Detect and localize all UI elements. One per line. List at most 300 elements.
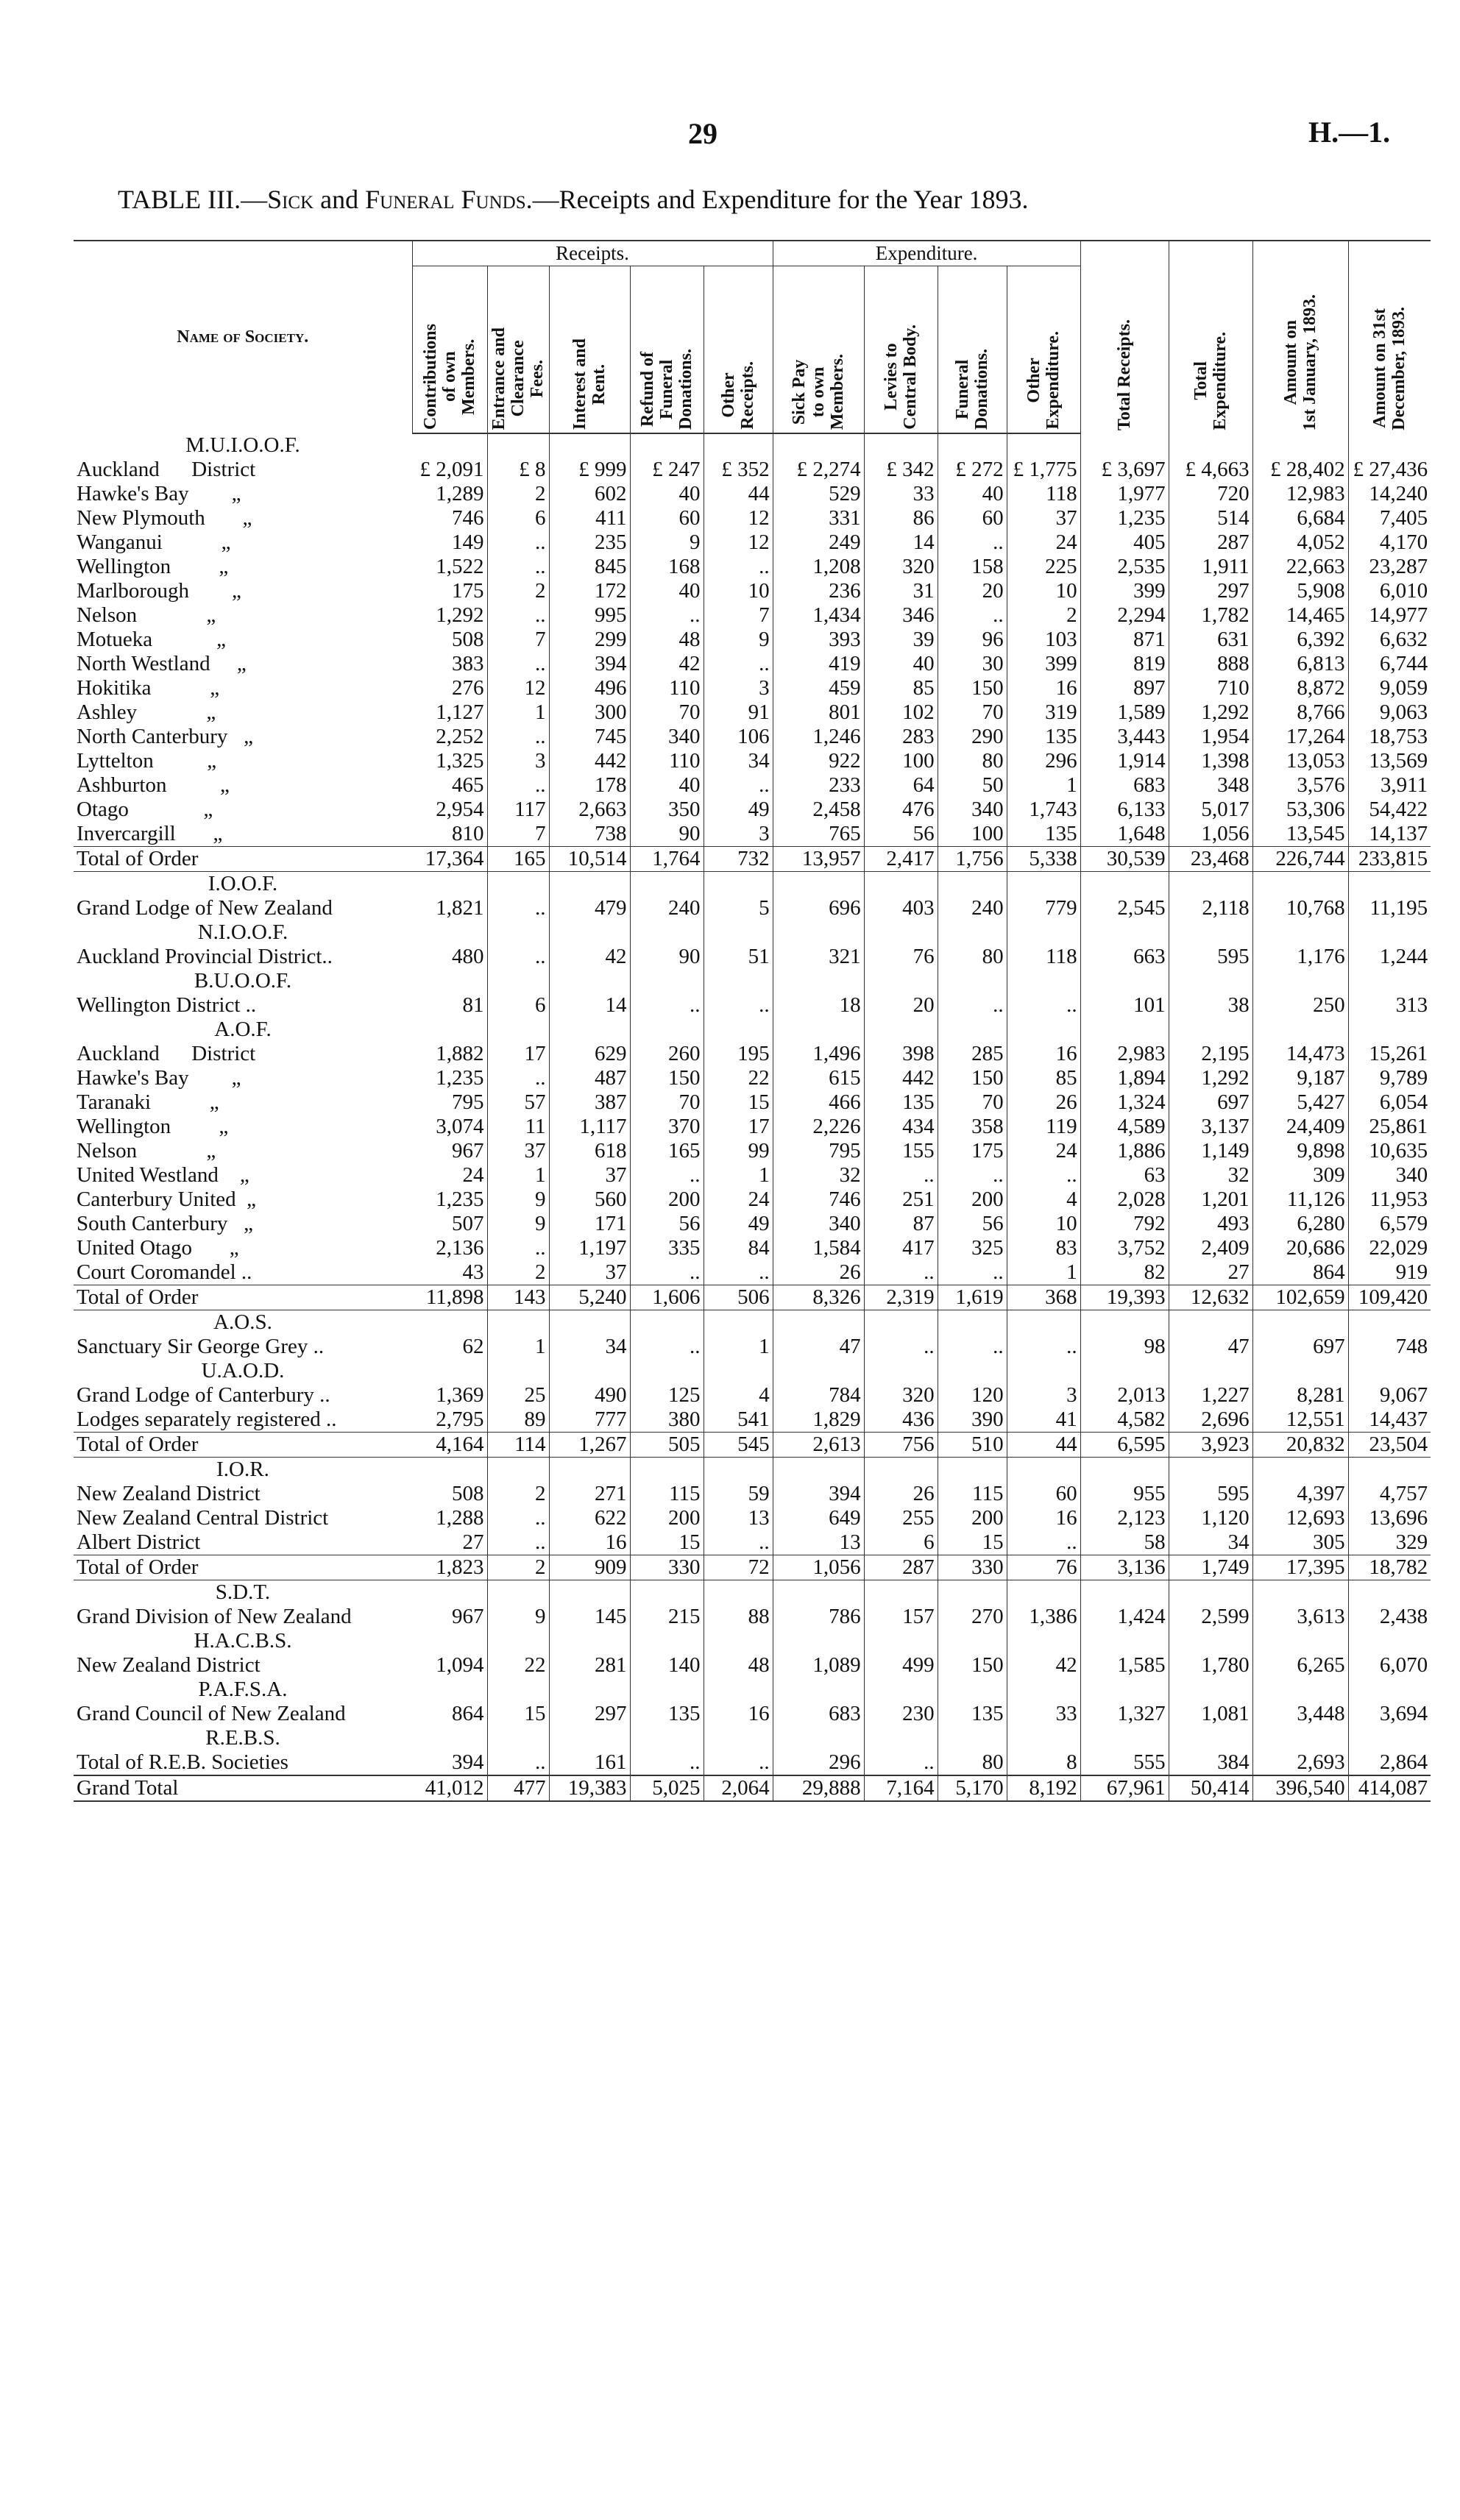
society-order-name: H.A.C.B.S. — [194, 1629, 292, 1653]
empty-cell — [1252, 1629, 1348, 1653]
empty-cell — [704, 1018, 773, 1042]
empty-cell — [1080, 1726, 1169, 1750]
value-cell: 2,545 — [1080, 896, 1169, 920]
column-header: Total Receipts. — [1080, 241, 1169, 433]
value-cell: 22 — [487, 1653, 549, 1678]
value-cell: 8,872 — [1252, 676, 1348, 700]
value-cell: 40 — [864, 652, 938, 676]
value-cell: 340 — [1395, 1163, 1428, 1187]
value-cell: 330 — [630, 1555, 704, 1580]
table-row — [74, 773, 1431, 798]
value-cell: 3,074 — [412, 1115, 487, 1139]
value-cell: 4,397 — [1252, 1482, 1348, 1506]
value-cell: .. — [630, 1260, 704, 1285]
value-cell: 1,782 — [1169, 603, 1252, 628]
empty-cell — [412, 1678, 487, 1702]
empty-cell — [549, 1580, 630, 1605]
value-cell: 340 — [938, 798, 1007, 822]
value-cell: 3,694 — [1379, 1702, 1428, 1725]
value-cell: 70 — [630, 700, 704, 725]
value-cell: 1,977 — [1080, 482, 1169, 506]
value-cell: 3,911 — [1380, 773, 1428, 797]
value-cell: .. — [938, 1335, 1007, 1359]
value-cell: 12,983 — [1252, 482, 1348, 506]
value-cell: 17,264 — [1252, 725, 1348, 749]
title-prefix: TABLE III.— — [118, 185, 268, 214]
value-cell: 240 — [938, 896, 1007, 920]
value-cell: 11,898 — [412, 1285, 487, 1310]
value-cell: £ 272 — [938, 458, 1007, 482]
society-name: United Westland „ — [77, 1163, 249, 1187]
empty-cell — [487, 1580, 549, 1605]
value-cell: 1,764 — [630, 847, 704, 872]
section-header-row — [74, 920, 1431, 945]
value-cell: .. — [630, 603, 704, 628]
value-cell: 38 — [1169, 993, 1252, 1018]
value-cell: 50,414 — [1169, 1775, 1252, 1801]
value-cell: .. — [1007, 1530, 1080, 1555]
empty-cell — [938, 433, 1007, 458]
empty-cell — [630, 1580, 704, 1605]
value-cell: 16 — [1007, 1042, 1080, 1066]
value-cell: 732 — [704, 847, 773, 872]
table-row — [74, 1383, 1431, 1408]
table-row — [74, 945, 1431, 969]
value-cell: 115 — [938, 1482, 1007, 1506]
value-cell: 784 — [773, 1383, 864, 1408]
value-cell: 9 — [487, 1212, 549, 1236]
value-cell: 393 — [773, 628, 864, 652]
table-row — [74, 1236, 1431, 1260]
value-cell: 487 — [549, 1066, 630, 1090]
value-cell: 4,052 — [1252, 530, 1348, 555]
table-row — [74, 1188, 1431, 1212]
total-row — [74, 1433, 1431, 1458]
value-cell: 58 — [1080, 1530, 1169, 1555]
value-cell: 6,744 — [1379, 652, 1428, 675]
value-cell: 12 — [704, 530, 773, 555]
empty-cell — [1169, 433, 1252, 458]
value-cell: 5,170 — [938, 1775, 1007, 1801]
value-cell: 11,126 — [1252, 1188, 1348, 1212]
empty-cell — [773, 1678, 864, 1702]
empty-cell — [487, 1629, 549, 1653]
table-row — [74, 1482, 1431, 1506]
society-name: Grand Lodge of New Zealand — [77, 896, 333, 920]
value-cell: 31 — [864, 579, 938, 603]
value-cell: 22,663 — [1252, 555, 1348, 579]
value-cell: 697 — [1252, 1335, 1348, 1359]
value-cell: 10,514 — [549, 847, 630, 872]
value-cell: 631 — [1169, 628, 1252, 652]
value-cell: 4,582 — [1080, 1408, 1169, 1433]
value-cell: 297 — [1169, 579, 1252, 603]
society-name: Grand Division of New Zealand — [77, 1605, 352, 1628]
value-cell: 1,496 — [773, 1042, 864, 1066]
empty-cell — [1007, 920, 1080, 945]
value-cell: 300 — [549, 700, 630, 725]
value-cell: 1 — [487, 1335, 549, 1359]
value-cell: 2 — [1007, 603, 1080, 628]
value-cell: 37 — [1007, 506, 1080, 530]
value-cell: 2,136 — [412, 1236, 487, 1260]
value-cell: 434 — [864, 1115, 938, 1139]
empty-cell — [938, 1359, 1007, 1383]
value-cell: .. — [864, 1260, 938, 1285]
value-cell: £ 8 — [487, 458, 549, 482]
value-cell: 13,569 — [1369, 749, 1428, 773]
value-cell: 85 — [864, 676, 938, 700]
value-cell: 9,059 — [1379, 676, 1428, 700]
value-cell: 135 — [938, 1702, 1007, 1726]
value-cell: 649 — [773, 1506, 864, 1530]
table-row — [74, 1530, 1431, 1555]
table-row — [74, 555, 1431, 579]
value-cell: 39 — [864, 628, 938, 652]
value-cell: 2 — [487, 1260, 549, 1285]
value-cell: .. — [487, 1530, 549, 1555]
column-header: Funeral Donations. — [938, 266, 1007, 434]
empty-cell — [1007, 1359, 1080, 1383]
value-cell: 42 — [630, 652, 704, 676]
empty-cell — [773, 969, 864, 993]
value-cell: 22 — [704, 1066, 773, 1090]
value-cell: 125 — [630, 1383, 704, 1408]
table-row — [74, 1506, 1431, 1530]
value-cell: 320 — [864, 555, 938, 579]
value-cell: 1,954 — [1169, 725, 1252, 749]
value-cell: 529 — [773, 482, 864, 506]
society-name: Total of R.E.B. Societies — [77, 1750, 288, 1774]
value-cell: 80 — [938, 1750, 1007, 1775]
value-cell: 172 — [549, 579, 630, 603]
value-cell: .. — [487, 1506, 549, 1530]
empty-cell — [549, 1310, 630, 1335]
value-cell: 135 — [864, 1090, 938, 1115]
title-and: and — [313, 185, 366, 214]
value-cell: 14,437 — [1369, 1408, 1428, 1431]
value-cell: 287 — [1169, 530, 1252, 555]
value-cell: 396,540 — [1252, 1775, 1348, 1801]
value-cell: 2,599 — [1169, 1605, 1252, 1629]
value-cell: 368 — [1007, 1285, 1080, 1310]
title-sick: Sick — [267, 185, 314, 214]
empty-cell — [412, 872, 487, 897]
empty-cell — [549, 920, 630, 945]
column-header: Total Expenditure. — [1169, 241, 1252, 433]
value-cell: 14,240 — [1369, 482, 1428, 505]
value-cell: 168 — [630, 555, 704, 579]
value-cell: 230 — [864, 1702, 938, 1726]
value-cell: 60 — [630, 506, 704, 530]
empty-cell — [773, 1726, 864, 1750]
column-header: Other Receipts. — [704, 266, 773, 434]
value-cell: 150 — [938, 1653, 1007, 1678]
value-cell: 5 — [704, 896, 773, 920]
value-cell: 233 — [773, 773, 864, 798]
value-cell: 340 — [630, 725, 704, 749]
empty-cell — [864, 920, 938, 945]
value-cell: 299 — [549, 628, 630, 652]
empty-cell — [1080, 1629, 1169, 1653]
value-cell: 1 — [487, 1163, 549, 1188]
value-cell: .. — [630, 1750, 704, 1775]
empty-cell — [704, 872, 773, 897]
value-cell: .. — [630, 1335, 704, 1359]
value-cell: 20 — [938, 579, 1007, 603]
value-cell: 47 — [773, 1335, 864, 1359]
value-cell: 161 — [549, 1750, 630, 1775]
empty-cell — [487, 1359, 549, 1383]
value-cell: 7 — [487, 628, 549, 652]
value-cell: 394 — [773, 1482, 864, 1506]
value-cell: 1,606 — [630, 1285, 704, 1310]
value-cell: 746 — [773, 1188, 864, 1212]
value-cell: 801 — [773, 700, 864, 725]
empty-cell — [630, 1310, 704, 1335]
value-cell: 2,663 — [549, 798, 630, 822]
value-cell: 508 — [412, 628, 487, 652]
society-order-name: I.O.R. — [216, 1458, 269, 1481]
value-cell: 1,117 — [549, 1115, 630, 1139]
table-row — [74, 896, 1431, 920]
empty-cell — [773, 1359, 864, 1383]
empty-cell — [630, 872, 704, 897]
value-cell: 1,208 — [773, 555, 864, 579]
value-cell: 165 — [487, 847, 549, 872]
empty-cell — [1252, 1018, 1348, 1042]
empty-cell — [630, 433, 704, 458]
value-cell: 57 — [487, 1090, 549, 1115]
empty-cell — [1252, 872, 1348, 897]
grand-total-row — [74, 1775, 1431, 1801]
empty-cell — [1252, 1458, 1348, 1483]
empty-cell — [1169, 1629, 1252, 1653]
value-cell: 777 — [549, 1408, 630, 1433]
society-name: Court Coromandel .. — [77, 1260, 252, 1284]
value-cell: 225 — [1007, 555, 1080, 579]
value-cell: 1,244 — [1379, 945, 1428, 968]
value-cell: 738 — [549, 822, 630, 847]
total-row — [74, 1555, 1431, 1580]
value-cell: 1,398 — [1169, 749, 1252, 773]
value-cell: 14,137 — [1369, 822, 1428, 845]
value-cell: .. — [1007, 993, 1080, 1018]
empty-cell — [864, 1726, 938, 1750]
value-cell: 1,176 — [1252, 945, 1348, 969]
value-cell: 6,070 — [1379, 1653, 1428, 1677]
value-cell: 10 — [1007, 1212, 1080, 1236]
empty-cell — [938, 1678, 1007, 1702]
empty-cell — [1169, 969, 1252, 993]
value-cell: 1,648 — [1080, 822, 1169, 847]
value-cell: 1 — [1007, 1260, 1080, 1285]
value-cell: 1,292 — [1169, 1066, 1252, 1090]
value-cell: £ 999 — [549, 458, 630, 482]
society-name: Grand Council of New Zealand — [77, 1702, 346, 1725]
empty-cell — [773, 1458, 864, 1483]
value-cell: 3,923 — [1169, 1433, 1252, 1458]
value-cell: 2,226 — [773, 1115, 864, 1139]
empty-cell — [704, 969, 773, 993]
value-cell: .. — [630, 993, 704, 1018]
table-row — [74, 628, 1431, 652]
value-cell: 1,081 — [1169, 1702, 1252, 1726]
value-cell: 4,170 — [1379, 530, 1428, 554]
value-cell: 1,882 — [412, 1042, 487, 1066]
empty-cell — [412, 1629, 487, 1653]
table-header — [74, 241, 1431, 433]
value-cell: 290 — [938, 725, 1007, 749]
empty-cell — [549, 1629, 630, 1653]
society-name: New Zealand District — [77, 1653, 261, 1677]
empty-cell — [704, 1678, 773, 1702]
value-cell: 10 — [704, 579, 773, 603]
value-cell: 3,576 — [1252, 773, 1348, 798]
value-cell: 319 — [1007, 700, 1080, 725]
value-cell: 9 — [630, 530, 704, 555]
empty-cell — [864, 1458, 938, 1483]
empty-cell — [1169, 1726, 1252, 1750]
empty-cell — [864, 1310, 938, 1335]
value-cell: .. — [938, 1260, 1007, 1285]
empty-cell — [549, 433, 630, 458]
value-cell: 158 — [938, 555, 1007, 579]
society-name: Auckland Provincial District.. — [77, 945, 333, 968]
value-cell: 11,953 — [1369, 1188, 1428, 1211]
society-name: Total of Order — [74, 1285, 412, 1310]
value-cell: 810 — [412, 822, 487, 847]
section-header-row — [74, 1726, 1431, 1750]
value-cell: 200 — [938, 1188, 1007, 1212]
empty-cell — [487, 1310, 549, 1335]
value-cell: 40 — [630, 579, 704, 603]
value-cell: 19,383 — [549, 1775, 630, 1801]
value-cell: 1,522 — [412, 555, 487, 579]
value-cell: 1,584 — [773, 1236, 864, 1260]
column-header: Sick Pay to own Members. — [773, 266, 864, 434]
empty-cell — [487, 1458, 549, 1483]
value-cell: 157 — [864, 1605, 938, 1629]
value-cell: 115 — [630, 1482, 704, 1506]
title-funeral-funds: Funeral Funds — [365, 185, 526, 214]
value-cell: 629 — [549, 1042, 630, 1066]
value-cell: 8,281 — [1252, 1383, 1348, 1408]
value-cell: 59 — [704, 1482, 773, 1506]
value-cell: 226,744 — [1252, 847, 1348, 872]
value-cell: 2,795 — [412, 1408, 487, 1433]
value-cell: 118 — [1007, 482, 1080, 506]
value-cell: 919 — [1395, 1260, 1428, 1284]
value-cell: 60 — [938, 506, 1007, 530]
value-cell: 1,201 — [1169, 1188, 1252, 1212]
table-title — [118, 184, 1028, 215]
value-cell: 276 — [412, 676, 487, 700]
value-cell: 779 — [1007, 896, 1080, 920]
empty-cell — [864, 872, 938, 897]
value-cell: 49 — [704, 798, 773, 822]
value-cell: 23,504 — [1348, 1433, 1431, 1458]
empty-cell — [704, 920, 773, 945]
empty-cell — [773, 1580, 864, 1605]
value-cell: 1 — [704, 1163, 773, 1188]
value-cell: 109,420 — [1348, 1285, 1431, 1310]
empty-cell — [1169, 872, 1252, 897]
society-name: Nelson „ — [77, 1139, 216, 1163]
empty-cell — [1080, 1458, 1169, 1483]
empty-cell — [1080, 872, 1169, 897]
empty-cell — [487, 920, 549, 945]
value-cell: 16 — [704, 1702, 773, 1726]
value-cell: 748 — [1395, 1335, 1428, 1358]
empty-cell — [412, 1310, 487, 1335]
value-cell: 795 — [773, 1139, 864, 1163]
empty-cell — [1007, 969, 1080, 993]
empty-cell — [864, 1678, 938, 1702]
value-cell: 117 — [487, 798, 549, 822]
society-name: Wanganui „ — [77, 530, 231, 554]
value-cell: £ 27,436 — [1353, 458, 1428, 481]
section-header-row — [74, 1580, 1431, 1605]
empty-cell — [549, 1726, 630, 1750]
empty-cell — [1080, 969, 1169, 993]
value-cell: 86 — [864, 506, 938, 530]
value-cell: 235 — [549, 530, 630, 555]
value-cell: 90 — [630, 945, 704, 969]
column-header: Other Expenditure. — [1007, 266, 1080, 434]
value-cell: 56 — [630, 1212, 704, 1236]
society-name: Invercargill „ — [77, 822, 223, 845]
society-name: Ashley „ — [77, 700, 216, 724]
value-cell: 3,443 — [1080, 725, 1169, 749]
value-cell: 465 — [412, 773, 487, 798]
value-cell: £ 1,775 — [1007, 458, 1080, 482]
empty-cell — [864, 1359, 938, 1383]
value-cell: 20,832 — [1252, 1433, 1348, 1458]
value-cell: 150 — [938, 1066, 1007, 1090]
empty-cell — [1080, 433, 1169, 458]
value-cell: 786 — [773, 1605, 864, 1629]
value-cell: 2,417 — [864, 847, 938, 872]
value-cell: 864 — [1252, 1260, 1348, 1285]
value-cell: 250 — [1252, 993, 1348, 1018]
value-cell: .. — [1007, 1163, 1080, 1188]
value-cell: 1,197 — [549, 1236, 630, 1260]
value-cell: 145 — [549, 1605, 630, 1629]
value-cell: 6,684 — [1252, 506, 1348, 530]
table-row — [74, 530, 1431, 555]
empty-cell — [549, 872, 630, 897]
value-cell: 297 — [549, 1702, 630, 1726]
value-cell: 12 — [487, 676, 549, 700]
value-cell: 26 — [1007, 1090, 1080, 1115]
value-cell: 746 — [412, 506, 487, 530]
value-cell: 12,551 — [1252, 1408, 1348, 1433]
empty-cell — [1169, 1310, 1252, 1335]
empty-cell — [773, 1018, 864, 1042]
value-cell: 922 — [773, 749, 864, 773]
table-row — [74, 798, 1431, 822]
value-cell: 15 — [938, 1530, 1007, 1555]
empty-cell — [704, 1580, 773, 1605]
empty-cell — [630, 1678, 704, 1702]
value-cell: 2,535 — [1080, 555, 1169, 579]
empty-cell — [1252, 1726, 1348, 1750]
column-header: Amount on 1st January, 1893. — [1252, 241, 1348, 433]
society-name: Albert District — [77, 1530, 201, 1554]
value-cell: 155 — [864, 1139, 938, 1163]
value-cell: 4,589 — [1080, 1115, 1169, 1139]
